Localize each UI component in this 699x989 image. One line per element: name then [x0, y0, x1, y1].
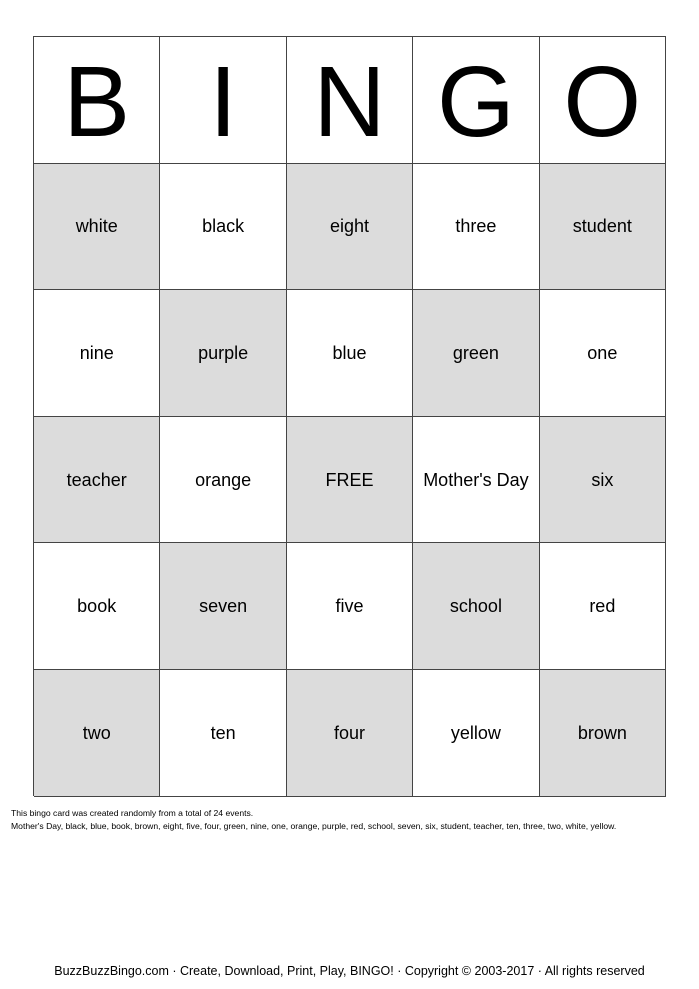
bingo-cell: school [413, 543, 539, 670]
bingo-cell: one [540, 290, 666, 417]
bingo-cell: five [287, 543, 413, 670]
bingo-cell: white [34, 164, 160, 291]
free-space-cell: FREE [287, 417, 413, 544]
bingo-cell: eight [287, 164, 413, 291]
bingo-row-3 [34, 417, 666, 544]
bingo-header-row [34, 37, 666, 164]
bingo-cell: Mother's Day [413, 417, 539, 544]
bingo-cell: student [540, 164, 666, 291]
bingo-cell: purple [160, 290, 286, 417]
bingo-cell: four [287, 670, 413, 797]
bingo-row-5 [34, 670, 666, 797]
header-letter-n: N [287, 37, 413, 164]
header-letter-o: O [540, 37, 666, 164]
header-letter-b: B [34, 37, 160, 164]
bingo-cell: yellow [413, 670, 539, 797]
bingo-cell: book [34, 543, 160, 670]
bingo-cell: seven [160, 543, 286, 670]
bingo-cell: blue [287, 290, 413, 417]
bingo-cell: six [540, 417, 666, 544]
bingo-cell: orange [160, 417, 286, 544]
bingo-cell: red [540, 543, 666, 670]
bingo-cell: green [413, 290, 539, 417]
header-letter-g: G [413, 37, 539, 164]
bingo-card [33, 36, 666, 796]
bingo-row-4 [34, 543, 666, 670]
bingo-cell: brown [540, 670, 666, 797]
bingo-cell: black [160, 164, 286, 291]
bingo-row-2 [34, 290, 666, 417]
footnote-event-list: Mother's Day, black, blue, book, brown, eight, five, four, green, nine, one, orange, purple, red, school, seven, six, student, teacher, ten, three, two, white, yellow. [11, 821, 617, 831]
bingo-cell: teacher [34, 417, 160, 544]
header-letter-i: I [160, 37, 286, 164]
footnote-summary: This bingo card was created randomly from a total of 24 events. [11, 808, 254, 818]
bingo-cell: nine [34, 290, 160, 417]
bingo-row-1 [34, 164, 666, 291]
bingo-cell: ten [160, 670, 286, 797]
bingo-cell: two [34, 670, 160, 797]
card-footnote [11, 807, 691, 833]
page-footer: BuzzBuzzBingo.com · Create, Download, Print, Play, BINGO! · Copyright © 2003-2017 · All rights reserved [54, 964, 645, 978]
bingo-cell: three [413, 164, 539, 291]
